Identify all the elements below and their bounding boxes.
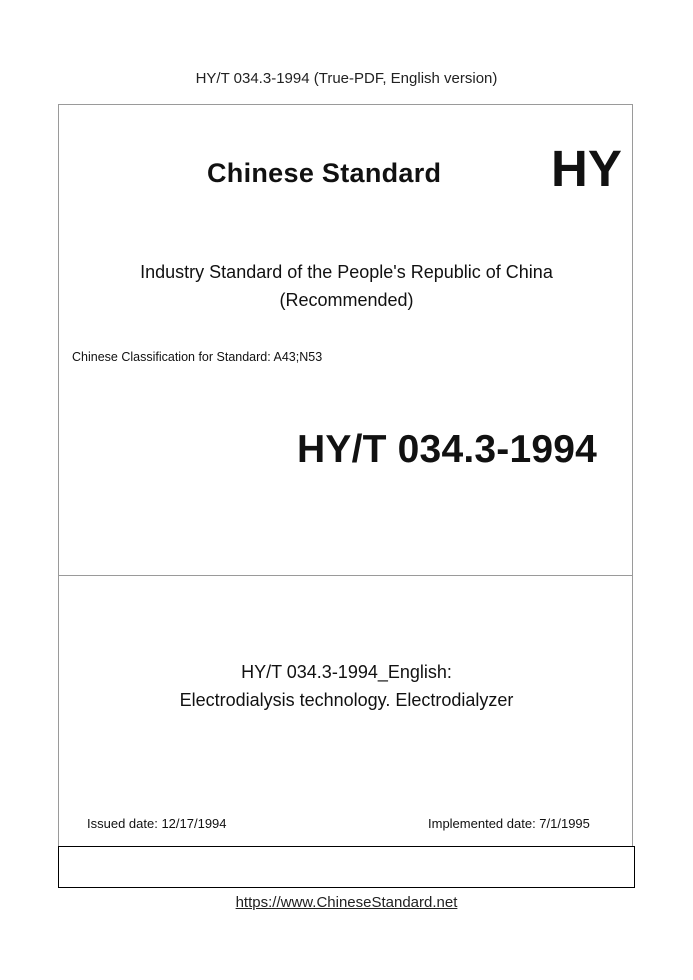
document-title-line2: Electrodialysis technology. Electrodialyzer <box>179 690 514 710</box>
standard-code: HY <box>551 140 622 197</box>
document-title <box>0 658 693 714</box>
footer <box>0 894 693 911</box>
classification-text: Chinese Classification for Standard: A43;N53 <box>72 350 323 364</box>
page-header: HY/T 034.3-1994 (True-PDF, English version) <box>195 70 498 87</box>
implemented-date: Implemented date: 7/1/1995 <box>428 816 590 831</box>
industry-line: Industry Standard of the People's Republic of China <box>140 262 553 282</box>
issued-date: Issued date: 12/17/1994 <box>87 816 227 831</box>
bottom-frame <box>58 846 635 888</box>
standard-number: HY/T 034.3-1994 <box>297 428 598 471</box>
website-link[interactable]: https://www.ChineseStandard.net <box>235 894 458 911</box>
document-title-line1: HY/T 034.3-1994_English: <box>241 662 452 682</box>
recommended-line: (Recommended) <box>279 290 414 310</box>
industry-standard-caption <box>0 258 693 314</box>
cover-title: Chinese Standard <box>207 158 442 188</box>
